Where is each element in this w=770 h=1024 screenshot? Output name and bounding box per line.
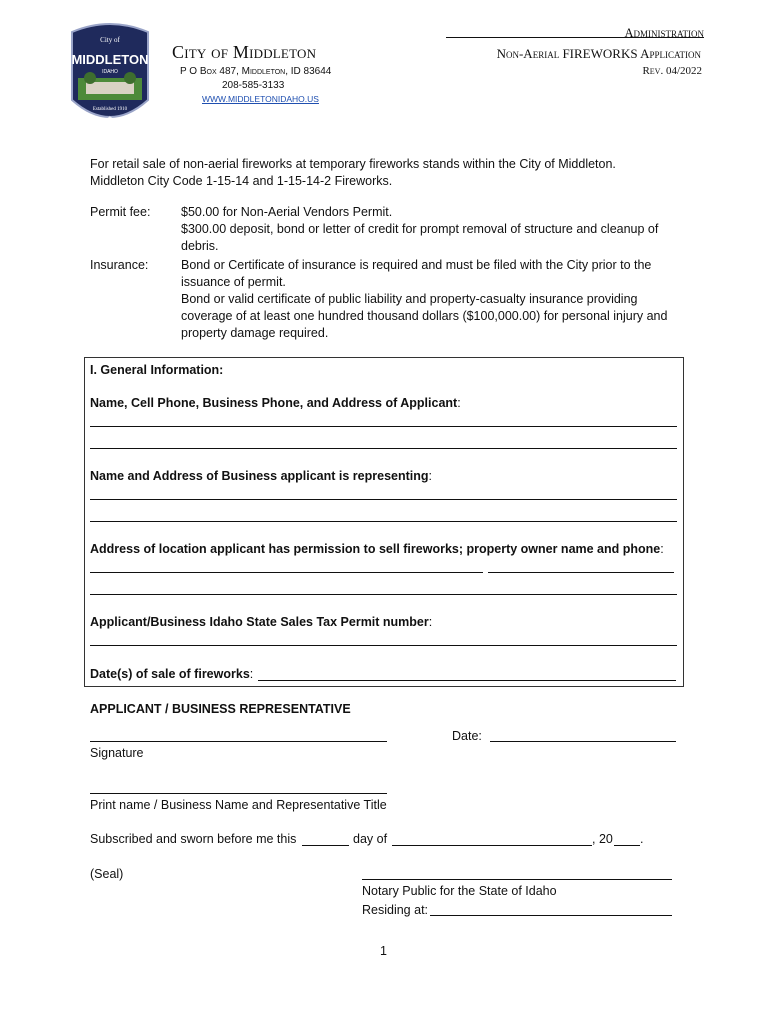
business-question [90, 468, 432, 485]
signature-heading: APPLICANT / BUSINESS REPRESENTATIVE [90, 702, 351, 716]
insurance-text [181, 257, 691, 342]
dates-field-line[interactable] [258, 680, 676, 681]
applicant-field-line-2[interactable] [90, 448, 677, 449]
sworn-text-c: , 20 [592, 832, 613, 846]
business-field-line-2[interactable] [90, 521, 677, 522]
city-phone: 208-585-3133 [222, 80, 285, 91]
colon: : [457, 396, 461, 410]
colon: : [428, 615, 433, 629]
permit-fee-text [181, 204, 691, 255]
insurance-line: property damage required. [181, 326, 329, 340]
permit-fee-line: $50.00 for Non-Aerial Vendors Permit. [181, 205, 393, 219]
seal-label: (Seal) [90, 867, 124, 881]
intro-line: For retail sale of non-aerial fireworks at temporary fireworks stands within the City of Middleton. [90, 157, 616, 171]
city-address: P O Box 487, Middleton, ID 83644 [180, 66, 332, 77]
department-label: Administration [624, 26, 704, 40]
header-divider [446, 37, 704, 38]
applicant-question [90, 395, 461, 412]
permit-fee-line: $300.00 deposit, bond or letter of credit for prompt removal of structure and cleanup of [181, 222, 659, 236]
colon: : [660, 542, 664, 556]
seal-main-text: MIDDLETON [71, 52, 149, 67]
city-seal-logo [66, 22, 154, 126]
date-field-line[interactable] [490, 741, 676, 742]
tax-permit-field-line[interactable] [90, 645, 677, 646]
residing-label: Residing at: [362, 903, 429, 917]
colon: : [249, 667, 254, 681]
insurance-line: issuance of permit. [181, 275, 286, 289]
business-question-text: Name and Address of Business applicant is representing [90, 469, 429, 483]
permit-fee-line: debris. [181, 239, 219, 253]
colon: : [428, 469, 433, 483]
insurance-line: Bond or valid certificate of public liability and property-casualty insurance providing [181, 292, 638, 306]
city-website-link[interactable]: WWW.MIDDLETONIDAHO.US [202, 94, 319, 104]
section-heading: I. General Information: [90, 363, 224, 377]
insurance-label: Insurance: [90, 258, 149, 272]
applicant-question-text: Name, Cell Phone, Business Phone, and Address of Applicant [90, 396, 458, 410]
print-name-label: Print name / Business Name and Representative Title [90, 798, 387, 812]
tax-permit-question [90, 614, 432, 631]
seal-top-text: City of [100, 36, 120, 44]
location-question-text: Address of location applicant has permission to sell fireworks; property owner name and phone [90, 542, 661, 556]
tax-permit-question-text: Applicant/Business Idaho State Sales Tax Permit number [90, 615, 429, 629]
applicant-field-line-1[interactable] [90, 426, 677, 427]
dates-question-text: Date(s) of sale of fireworks [90, 667, 250, 681]
sworn-text-b: day of [353, 832, 388, 846]
location-question [90, 541, 664, 558]
location-owner-field-line[interactable] [488, 572, 674, 573]
print-name-field-line[interactable] [90, 793, 387, 794]
page-number: 1 [380, 944, 387, 958]
permit-fee-label: Permit fee: [90, 205, 151, 219]
intro-text [90, 156, 690, 190]
sworn-month-field-line[interactable] [392, 845, 592, 846]
insurance-line: coverage of at least one hundred thousand dollars ($100,000.00) for personal injury and [181, 309, 668, 323]
date-label: Date: [452, 729, 482, 743]
sworn-year-field-line[interactable] [614, 845, 640, 846]
residing-field-line[interactable] [430, 915, 672, 916]
notary-label: Notary Public for the State of Idaho [362, 884, 557, 898]
city-title: City of Middleton [172, 42, 317, 62]
revision-label: Rev. 04/2022 [642, 65, 702, 77]
seal-est-text: Established 1910 [92, 107, 128, 112]
sworn-text-d: . [640, 832, 644, 846]
sworn-day-field-line[interactable] [302, 845, 349, 846]
location-address-field-line[interactable] [90, 572, 483, 573]
intro-line: Middleton City Code 1-15-14 and 1-15-14-2 Fireworks. [90, 174, 393, 188]
notary-signature-field-line[interactable] [362, 879, 672, 880]
sworn-text-a: Subscribed and sworn before me this [90, 832, 297, 846]
signature-field-line[interactable] [90, 741, 387, 742]
form-title: Non-Aerial FIREWORKS Application [496, 46, 701, 61]
location-field-line-2[interactable] [90, 594, 677, 595]
dates-question [90, 666, 253, 683]
insurance-line: Bond or Certificate of insurance is required and must be filed with the City prior to the [181, 258, 652, 272]
business-field-line-1[interactable] [90, 499, 677, 500]
signature-label: Signature [90, 746, 144, 760]
svg-text:★: ★ [107, 116, 113, 122]
seal-state-text: IDAHO [102, 69, 118, 75]
